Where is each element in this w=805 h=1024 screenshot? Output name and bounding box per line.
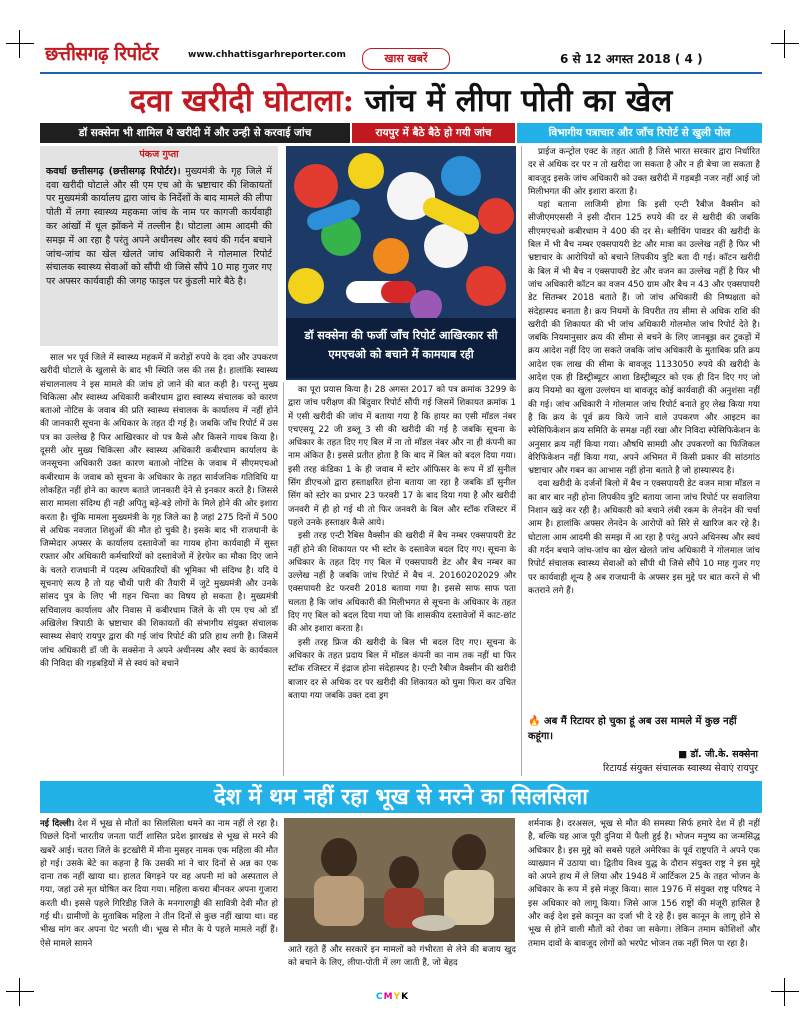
- website-url[interactable]: www.chhattisgarhreporter.com: [188, 50, 346, 60]
- photo-caption: डॉ सक्सेना की फर्जी जाँच रिपोर्ट आखिरकार सी एमएचओ को बचाने में कामयाब रही: [286, 318, 516, 378]
- main-headline: [40, 80, 762, 122]
- article-paragraph: यहां बताना लाजिमी होगा कि इसी एन्टी रैबीज वैक्सीन को सीजीएमएससी ने इसी दौरान 125 रुपये की दर से खरीदी की जबकि सीएमएचओ कबीरधाम ने 400 की दर से। ब्लीचिंग पावडर की खरीदी के बिल में भी बैच नम्बर एक्सपायरी डेट और मात्रा का उल्लेख नहीं है फिर भी भ्रष्टाचार के आरोपियों को बचाने लिपकीय त्रुटि बता दी गई। कॉटन खरीदी के बिल में भी बैच न एक्सपायरी डेट और वजन का उल्लेख नहीं है फिर भी जांच अधिकारी कॉटन का वजन 450 ग्राम और बैच न 43 और एक्सपायरी डेट सितम्बर 2018 बताते हैं। जो जांच अधिकारी की निष्पक्षता को संदेहास्पद बनाता है। क्रय नियमों के विपरीत तय सीमा से अधिक राशि की खरीदी की शिकायत की भी जांच अधिकारी गोलमोल जांच रिपोर्ट देते है। जबकि नियमानुसार क्रय की सीमा से बचने के लिए जानबूझ कर टुकड़ों में क्रय आदेश नहीं दिए जा सकते जबकि जांच अधिकारी के मुताबिक प्रति क्रय आदेश एक लाख की सीमा के बावजूद 1133050 रुपये की खरीदी के आदेश एक ही डिस्ट्रीब्यूटर आशा डिस्ट्रीब्यूटर को एक ही दिन दिए गए जो क्रय नियमो का खुला उल्लंघन था बावजूद कोई कार्यवाही की अनुशंसा नहीं की गई। जांच अधिकारी ने गोलमाल जांच रिपोर्ट बनाते हुए लेख किया गया है कि क्रय के पूर्व क्रय किये जाने वाले उपकरण और आइटम का स्पेसिफिकेशन क्रय समिति के समक्ष नहीं रखा और निविदा स्पेसिफिकेशन के अनुसार क्रय नहीं किया गया। औषधि सामग्री और उपकरणों का फिजिकल वेरिफिकेशन नहीं किया गया, अपने अभिमत में किसी प्रकार की सांठगांठ भ्रष्टाचार और गबन का आभास नहीं होना बताते है जो हास्यास्पद है।: [528, 200, 760, 477]
- hunger-text-1: देश में भूख से मौतों का सिलसिला थमने का नाम नहीं ले रहा है। पिछले दिनों भारतीय जनता पार्टी शासित प्रदेश झारखंड से भूख से मरने की खबरें आई। चतरा जिले के इटखोरी में मीना मुसहर नामक एक महिला की मौत हो गई। उसके बेटे का कहना है कि उसकी मां ने चार दिनों से अन्न का एक दाना तक नहीं खाया था। हालत बिगड़ने पर वह अपनी मां को अस्पताल ले गया, जहां उसे मृत घोषित कर दिया गया। महिला कचरा बीनकर अपना गुजारा करती थी। इससे पहले गिरिडीह जिले के मनगारगड्डी की सावित्री देवी मौत हो गई थी। ग्रामीणों के मुताबिक महिला ने तीन दिनों से कुछ नहीं खाया था। वह भीख मांग कर अपना पेट भरती थी। भूख से मौत के ये पहले मामले नहीं हैं। ऐसे मामले सामने: [40, 819, 278, 949]
- article-paragraph: इसी तरह एन्टी रैबिस वैक्सीन की खरीदी में बैच नम्बर एक्सपायरी डेट नहीं होने की शिकायत पर भी स्टोर के दस्तावेज बदल दिए गए। सूचना के अधिकार के तहत दिए गए बिल में एक्सपायरी डेट और बैच नम्बर का उल्लेख नहीं है जबकि जांच रिपोर्ट में बैच नं. 20160202029 और एक्सपायरी डेट फरवरी 2018 बताया गया है। इससे साफ साफ पता चलता है कि जांच अधिकारी की मिलीभगत से सूचना के अधिकार के तहत दिए गए बिल को बदल दिया गया जो कि शासकीय दस्तावेजों में काट-छांट की ओर इशारा करता है।: [288, 531, 516, 635]
- quote-name: डॉ. जी.के. सक्सेना: [690, 749, 758, 760]
- registration-mark-top-left: [6, 30, 34, 58]
- retired-quote: [528, 714, 758, 744]
- hunger-headline: देश में थम नहीं रहा भूख से मरने का सिलसिला: [40, 781, 762, 813]
- pills-illustration: [286, 146, 516, 326]
- intro-text: मुख्यमंत्री के गृह जिले में दवा खरीदी घोटाले और सी एम एच ओ के भ्रष्टाचार की शिकायतों पर मुख्यमंत्री कार्यालय द्वारा जांच के निर्देशों के बाद मामले की लीपा पोती में लगा स्वास्थ्य महकमा जांच के नाम पर कागजी कार्यवाही कर आंखों में धूल झोंकने में तल्लीन है। घोटाला आम आदमी की समझ में आ रहा है परंतु अपने अधीनस्थ और स्वयं की गर्दन बचाने जांच-जांच का खेल खेलते जांच अधिकारी ने गोलमाल रिपोर्ट संचालक स्वास्थ्य सेवाओं को सौंपी थी जिसे सौंपे 10 माह गुजर गए पर अफ्सर कार्यवाही की जगह फाइल पर कुंडली मारे बैठे है।: [46, 165, 272, 288]
- registration-mark-top-right: [771, 30, 799, 58]
- article-paragraph: साल भर पूर्व जिले में स्वास्थ्य महकमें में करोड़ों रुपये के दवा और उपकरण खरीदी घोटाले के खुलासे के बाद भी स्थिति जस की तस है। हालांकि स्वास्थ्य संचालनालय ने इस मामले की जांच हो जाने की बात कही है। परन्तु मुख्य चिकित्सा और स्वास्थ्य अधिकारी कबीरधाम द्वारा स्वास्थ्य संचालक को कारण बताओ नोटिस के जवाब की प्रति स्वास्थ्य संचालक के कार्यालय में नहीं होने की जानकारी सूचना के अधिकार के तहत दी गई है। जबकि जाँच रिपोर्ट में उस पत्र का उल्लेख है फिर आखिरकार वो पत्र कैसे और किसने गायब किया है। दूसरी ओर मुख्य चिकित्सा और स्वास्थ्य अधिकारी कबीरधाम कार्यालय के जनसूचना अधिकारी उक्त कारण बताओ नोटिस के जवाब में सीएमएचओ कबीरधाम के जवाब को सूचना के अधिकार के तहत सार्वजनिक गतिविधि या लोकहित नहीं होने का कारण बताते जानकारी देने से इनकार करते है। जिससे सारा मामला संदिग्ध ही नही अपितु बड़े-बड़े लोगों के मिले होने की ओर इशारा करता है। चूंकि मामला मुख्यमंत्री के गृह जिले का है जहां 275 दिनों में 500 से अधिक नवजात शिशुओं की मौत हो चुकी है। इसके बाद भी राजधानी के जिम्मेदार अफ्सर के कार्यालय दस्तावेजों का गायब होना कार्यवाही में सुस्त रफ्तार और अधिकारी कर्मचारियों को दस्तावेजों में हेरफेर का मौका दिए जाने के चलते राजधानी में पदस्थ अधिकारियों की भूमिका भी संदिग्ध है। यदि ये सूचनाएं सत्य है तो यह चौथी पारी की तैयारी में जुटे मुख्यमंत्री और उनके सांसद पुत्र के लिए भी गहन चिन्ता का विषय हो सकता है। मुख्यमंत्री सचिवालय कार्यालय और निवास में कबीरधाम जिले के सी एम एच ओ डॉ अखिलेश त्रिपाठी के भ्रष्टाचार की शिकायतों की संभागीय संयुक्त संचालक स्वास्थ्य सेवाएं रायपुर द्वारा की गई जांच रिपोर्ट की प्रति हाथ लगी है। जिसमें जांच अधिकारी डॉ जी के सक्सेना ने अपने अधीनस्थ और स्वयं के कार्यकाल की निविदा की गड़बड़ियों में से स्वयं को बचाने: [40, 353, 278, 669]
- issue-date-page: 6 से 12 अगस्त 2018 ( 4 ): [560, 52, 703, 66]
- cmyk-mark: CMYK: [376, 992, 410, 1002]
- headline-black-part: जांच में लीपा पोती का खेल: [364, 83, 673, 119]
- column-divider: [283, 382, 284, 776]
- registration-mark-bottom-left: [6, 978, 34, 1006]
- hunger-column-1: [40, 818, 278, 990]
- section-tag: खास खबरें: [362, 48, 450, 70]
- byline: पंकज गुप्ता: [139, 149, 179, 160]
- column-divider: [521, 146, 522, 776]
- masthead-logo: छत्तीसगढ़ रिपोर्टर: [45, 43, 158, 65]
- subhead-bar-3: विभागीय पत्राचार और जाँच रिपोर्ट से खुली पोल: [517, 123, 762, 143]
- children-illustration: [284, 818, 515, 942]
- registration-mark-bottom-right: [771, 978, 799, 1006]
- flame-icon: 🔥: [528, 716, 541, 727]
- header-rule: [40, 72, 762, 74]
- article-paragraph: प्राईज कन्ट्रोल एक्ट के तहत आती है जिसे भारत सरकार द्वारा निर्धारित दर से अधिक दर पर न तो खरीदा जा सकता है और न ही बेचा जा सकता है बावजूद इसके जांच अधिकारी को उक्त खरीदी में गड़बड़ी नजर नहीं आई जो मिलीभगत की ओर इशारा करता है।: [528, 147, 760, 197]
- hungry-children-photo: [284, 818, 515, 942]
- article-column-3: [528, 146, 760, 709]
- hunger-text-2: आते रहते हैं और सरकारें इन मामलों को गंभीरता से लेने की बजाय खुद को बचाने के लिए, लीपा-पोती में लग जाती हैं, जो बेहद: [288, 945, 516, 969]
- article-column-2: [288, 384, 516, 777]
- article-paragraph: इसी तरह फ्रिज की खरीदी के बिल भी बदल दिए गए। सूचना के अधिकार के तहत प्रदाय बिल में मॉडल कंपनी का नाम तक नहीं था फिर स्टॉक रजिस्टर में इंद्राज होना संदेहास्पद है। एन्टी रैबीज वैक्सीन की खरीदी बाजार दर से अधिक दर पर खरीदी की शिकायत को घुमा फिरा कर उचित बताया गया जबकि उक्त दवा ड्रग: [288, 637, 516, 701]
- quote-title: रिटायर्ड संयुक्त संचालक स्वास्थ्य सेवाएं रायपुर: [602, 763, 758, 774]
- article-paragraph: का पूरा प्रयास किया है। 28 अगस्त 2017 को पत्र क्रमांक 3299 के द्वारा जांच परीक्षण की बिंदुवार रिपोर्ट सौंपी गई जिसमें शिकायत क्रमांक 1 में एसी खरीदी की जांच में बताया गया है कि हायर का एसी मॉडल नंबर एचएसयू 22 जी डब्लू 3 सी की खरीदी की गई है जबकि सूचना के अधिकार के तहत दिए गए बिल में ना तो मॉडल नंबर और ना ही कंपनी का नाम अंकित है। इससे प्रतीत होता है कि बाद में बिल को बदल दिया गया। इसी तरह कंडिका 1 के ही जवाब में स्टोर ऑफिसर के रूप में डॉ सुनील सिंग डीएचओ द्वारा हस्ताक्षरित होना बताया जा रहा है जबकि डॉ सुनील सिंग को स्टोर का प्रभार 23 फरवरी 17 के बाद दिया गया है और खरीदी जनवरी में ही हो गई थी तो फिर जनवरी के बिल और स्टॉक रजिस्टर में पहले उनके हस्ताक्षर कैसे आये।: [288, 385, 516, 528]
- article-column-1: [40, 352, 278, 777]
- intro-dateline: कवर्धा छत्तीसगढ़ (छत्तीसगढ़ रिपोर्टर)।: [46, 165, 181, 177]
- intro-box: [40, 146, 278, 346]
- quote-attribution: ■ डॉ. जी.के. सक्सेना रिटायर्ड संयुक्त संचालक स्वास्थ्य सेवाएं रायपुर: [528, 748, 758, 776]
- hunger-column-3: [528, 818, 760, 990]
- quote-text: अब मैं रिटायर हो चुका हूं अब उस मामले में कुछ नहीं कहूंगा।: [528, 716, 737, 742]
- hunger-column-2: [288, 944, 516, 990]
- hunger-text-3: शर्मनाक है। दरअसल, भूख से मौत की समस्या सिर्फ हमारे देश में ही नहीं है, बल्कि यह आज पूरी दुनिया में फैली हुई है। भोजन मनुष्य का जन्मसिद्ध अधिकार है। इस मुद्दे को सबसे पहले अमेरिका के पूर्व राष्ट्रपति ने अपने एक व्याख्यान में उठाया था। द्वितीय विश्व युद्ध के दौरान संयुक्त राष्ट्र ने इस मुद्दे को अपने हाथ में ले लिया और 1948 में आर्टिकल 25 के तहत भोजन के अधिकार के रूप में इसे मंजूर किया। साल 1976 में संयुक्त राष्ट्र परिषद ने इस अधिकार को लागू किया। जिसे आज 156 राष्ट्रों की मंजूरी हासिल है और कई देश इसे कानून का दर्जा भी दे रहे हैं। इस कानून के लागू होने से भूख से होने वाली मौतों को रोका जा सकेगा। लेकिन तमाम कोशिशों और तमाम दावों के बावजूद लोगों को भरपेट भोजन तक नहीं मिल पा रहा है।: [528, 819, 760, 949]
- subhead-bar-1: डॉ सक्सेना भी शामिल थे खरीदी में और उन्ही से करवाई जांच: [40, 123, 350, 143]
- headline-red-part: दवा खरीदी घोटाला:: [129, 83, 355, 119]
- hunger-dateline: नई दिल्ली।: [40, 819, 75, 829]
- article-paragraph: दवा खरीदी के दर्जनों बिलो में बैच न एक्सपायरी डेट वजन मात्रा मॉडल न का बार बार नही होना लिपकीय त्रुटि बताया जाना जांच रिपोर्ट पर सवालिया निशान खड़े कर रही है। अधिकारी को बचाने लंबी रकम के लेनदेन की चर्चा आम है। हालांकि अफ्सर लेनदेन के आरोपों को सिरे से खारिज कर रहे है। घोटाला आम आदमी की समझ में आ रहा है परंतु अपने अधिनस्थ और स्वयं की गर्दन बचाने जांच-जांच का खेल खेलते जांच अधिकारी ने गोलमाल जांच रिपोर्ट संचालक स्वास्थ्य सेवाओं को सौंपी थी जिसे सौंपे 10 माह गुजर गए पर कार्यवाही शून्य है अब राजधानी के अफ्सर इस मुद्दे पर बात करने से भी कतराने लगे हैं।: [528, 479, 760, 596]
- subhead-bar-2: रायपुर में बैठे बैठे हो गयी जांच: [352, 123, 515, 143]
